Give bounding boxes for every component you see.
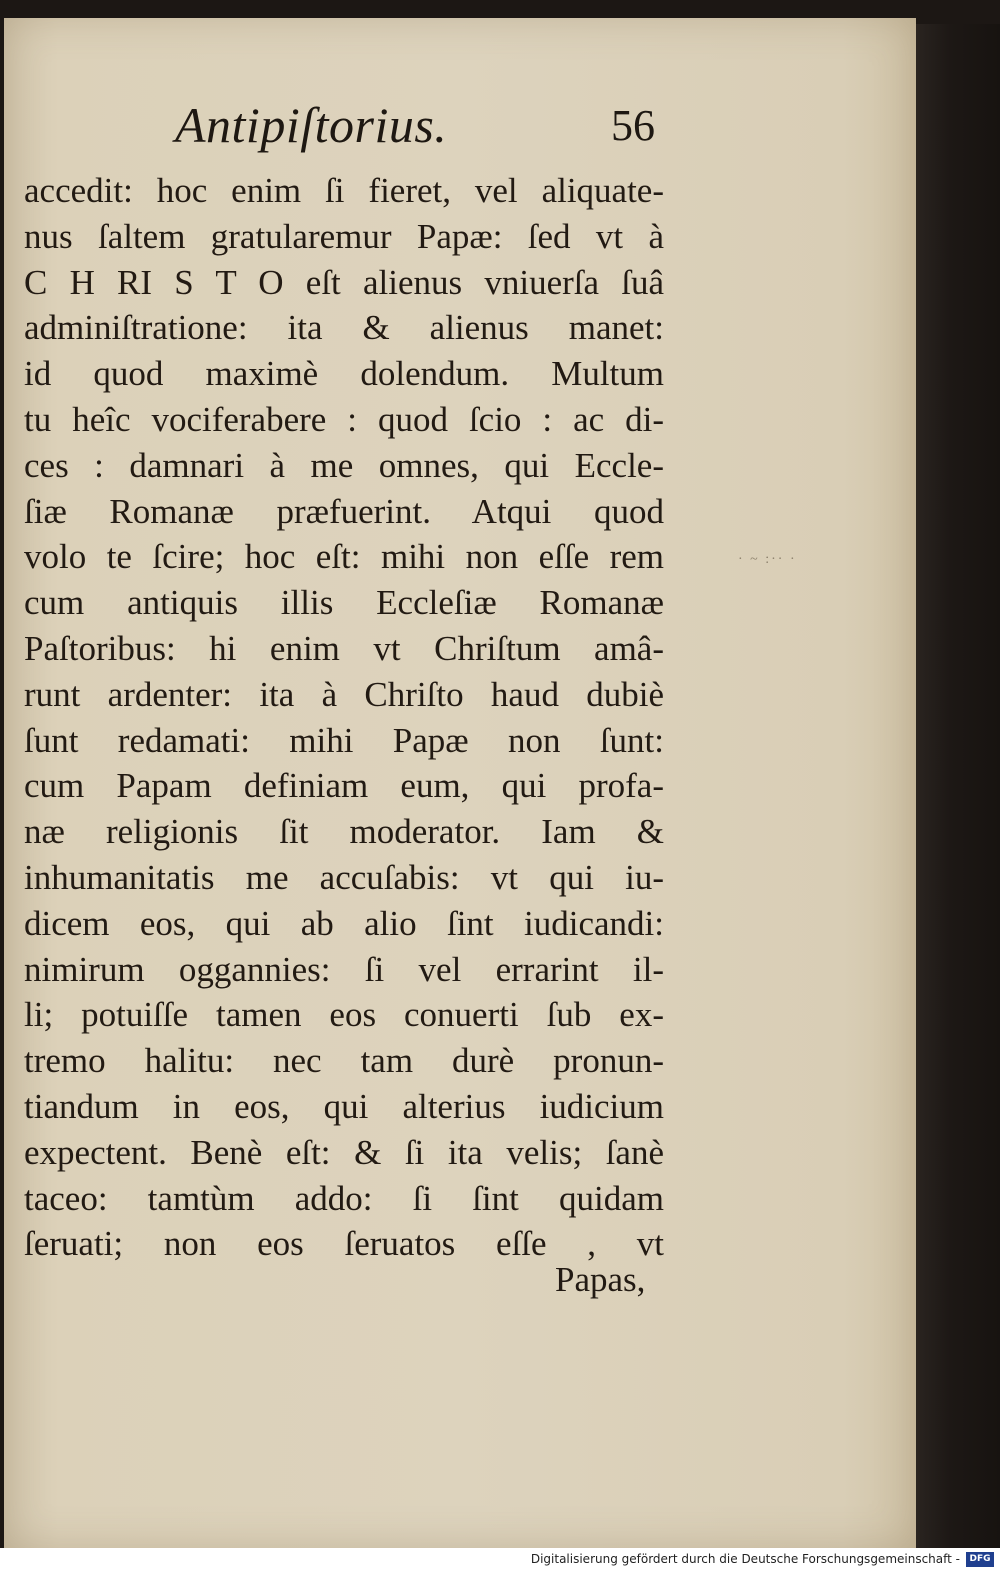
text-line: Paſtoribus: hi enim vt Chriſtum amâ- <box>24 628 664 668</box>
text-line: accedit: hoc enim ſi fieret, vel aliquate- <box>24 171 664 210</box>
text-line: runt ardenter: ita à Chriſto haud dubiè <box>24 674 664 714</box>
page-header <box>175 96 665 166</box>
text-line: tu heîc vociferabere : quod ſcio : ac di- <box>24 399 664 439</box>
dfg-logo: DFG <box>966 1552 994 1567</box>
text-line: ſiæ Romanæ præfuerint. Atqui quod <box>24 491 664 531</box>
text-line: tremo halitu: nec tam durè pronun- <box>24 1041 664 1081</box>
body-text <box>24 168 664 1267</box>
text-line: ces : damnari à me omnes, qui Eccle- <box>24 445 664 485</box>
text-line: taceo: tamtùm addo: ſi ſint quidam <box>24 1178 664 1218</box>
text-line: dicem eos, qui ab alio ſint iudicandi: <box>24 903 664 943</box>
text-line: cum antiquis illis Eccleſiæ Romanæ <box>24 583 664 623</box>
page-number: 56 <box>611 101 655 150</box>
text-line: expectent. Benè eſt: & ſi ita velis; ſanè <box>24 1132 664 1172</box>
text-line: id quod maximè dolendum. Multum <box>24 354 664 394</box>
text-line: volo te ſcire; hoc eſt: mihi non eſſe rem <box>24 537 664 577</box>
text-line: li; potuiſſe tamen eos conuerti ſub ex- <box>24 995 664 1035</box>
text-line: næ religionis ſit moderator. Iam & <box>24 812 664 852</box>
text-line: ſeruati; non eos ſeruatos eſſe , vt <box>24 1224 664 1264</box>
text-line: cum Papam definiam eum, qui profa- <box>24 766 664 806</box>
catchword: Papas, <box>555 1260 646 1299</box>
facing-page-edge <box>916 24 1000 1548</box>
text-line: inhumanitatis me accuſabis: vt qui iu- <box>24 857 664 897</box>
funding-credit: Digitalisierung gefördert durch die Deutsche Forschungsgemeinschaft - <box>530 1552 960 1566</box>
text-line: nimirum oggannies: ſi vel errarint il- <box>24 949 664 989</box>
text-line: C H RI S T O eſt alienus vniuerſa ſuâ <box>24 262 664 302</box>
text-line: tiandum in eos, qui alterius iudicium <box>24 1086 664 1126</box>
margin-mark: · ~ :·· · <box>738 552 797 567</box>
text-line: nus ſaltem gratularemur Papæ: ſed vt à <box>24 216 664 256</box>
text-line: ſunt redamati: mihi Papæ non ſunt: <box>24 720 664 760</box>
footer-bar <box>0 1548 1000 1572</box>
running-title: Antipiſtorius. <box>175 97 448 153</box>
text-line: adminiſtratione: ita & alienus manet: <box>24 308 664 348</box>
